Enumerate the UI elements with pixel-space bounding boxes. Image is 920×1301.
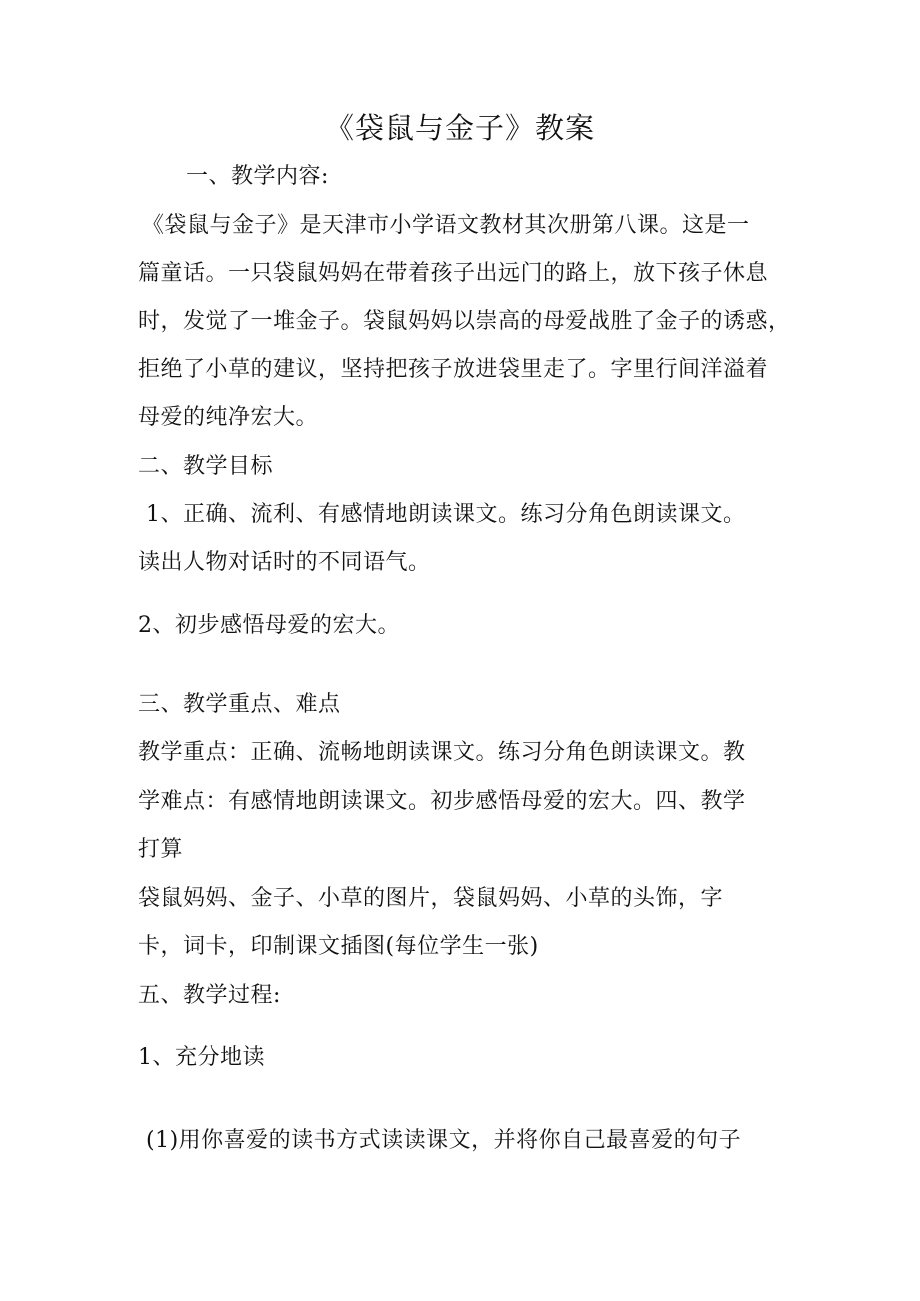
paragraph-line: 教学重点：正确、流畅地朗读课文。练习分角色朗读课文。教 [138,740,746,765]
section-heading-goals: 二、教学目标 [138,454,274,479]
paragraph-line: 学难点：有感情地朗读课文。初步感悟母爱的宏大。四、教学 [138,789,746,814]
section-heading-process: 五、教学过程: [138,983,281,1008]
section-heading-key-points: 三、教学重点、难点 [138,692,341,717]
paragraph-line: 时，发觉了一堆金子。袋鼠妈妈以崇高的母爱战胜了金子的诱惑， [138,309,791,334]
paragraph-line: 1、充分地读 [138,1045,265,1070]
paragraph-line: 拒绝了小草的建议，坚持把孩子放进袋里走了。字里行间洋溢着 [138,357,769,382]
paragraph-line: 1、正确、流利、有感情地朗读课文。练习分角色朗读课文。 [146,502,746,527]
paragraph-line: 篇童话。一只袋鼠妈妈在带着孩子出远门的路上，放下孩子休息 [138,261,769,286]
document-title: 《袋鼠与金子》教案 [324,111,595,145]
paragraph-line: 2、初步感悟母爱的宏大。 [138,613,400,638]
paragraph-line: 卡，词卡，印制课文插图(每位学生一张) [138,934,539,959]
paragraph-line: 《袋鼠与金子》是天津市小学语文教材其次册第八课。这是一 [142,213,750,238]
paragraph-line: 打算 [138,837,184,862]
section-heading-content: 一、教学内容: [186,164,329,189]
paragraph-line: 袋鼠妈妈、金子、小草的图片，袋鼠妈妈、小草的头饰，字 [138,886,724,911]
paragraph-line: 读出人物对话时的不同语气。 [138,550,431,575]
paragraph-line: 母爱的纯净宏大。 [138,405,319,430]
paragraph-line: (1)用你喜爱的读书方式读读课文，并将你自己最喜爱的句子 [146,1128,742,1153]
